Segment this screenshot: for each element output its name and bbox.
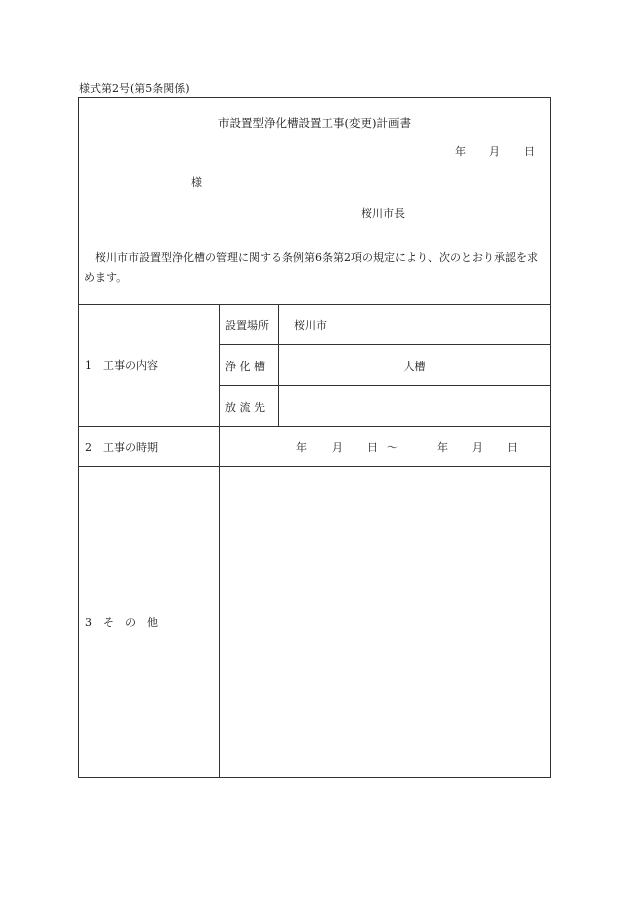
header-divider xyxy=(78,304,551,305)
period-start-day: 日 xyxy=(367,441,378,454)
request-statement: 桜川市市設置型浄化槽の管理に関する条例第6条第2項の規定により、次のとおり承認を求めます。 xyxy=(84,251,538,284)
row-label-septic-tank: 浄 化 槽 xyxy=(225,360,265,373)
section-label-content: 1 工事の内容 xyxy=(85,359,158,372)
addressee-suffix: 様 xyxy=(191,176,202,189)
period-separator: ～ xyxy=(387,441,398,454)
section-label-other: 3 そ の 他 xyxy=(85,616,158,629)
section-label-period: 2 工事の時期 xyxy=(85,441,158,454)
form-number-label: 様式第2号(第5条関係) xyxy=(79,82,190,95)
period-end-day: 日 xyxy=(507,441,518,454)
row-value-location: 桜川市 xyxy=(294,319,327,332)
period-start-year: 年 xyxy=(296,441,307,454)
period-end-year: 年 xyxy=(437,441,448,454)
other-notes-area[interactable] xyxy=(220,467,550,777)
issuer: 桜川市長 xyxy=(361,207,405,220)
section-divider-1 xyxy=(78,426,551,427)
row-value-septic-tank: 人槽 xyxy=(403,360,426,373)
date-day: 日 xyxy=(524,145,535,158)
row-divider-2 xyxy=(219,385,551,386)
date-month: 月 xyxy=(489,145,500,158)
date-year: 年 xyxy=(455,145,466,158)
document-title: 市設置型浄化槽設置工事(変更)計画書 xyxy=(218,116,411,130)
period-start-month: 月 xyxy=(332,441,343,454)
period-end-month: 月 xyxy=(472,441,483,454)
row-label-discharge: 放 流 先 xyxy=(225,401,265,414)
row-label-location: 設置場所 xyxy=(225,319,269,332)
row-divider-1 xyxy=(219,344,551,345)
